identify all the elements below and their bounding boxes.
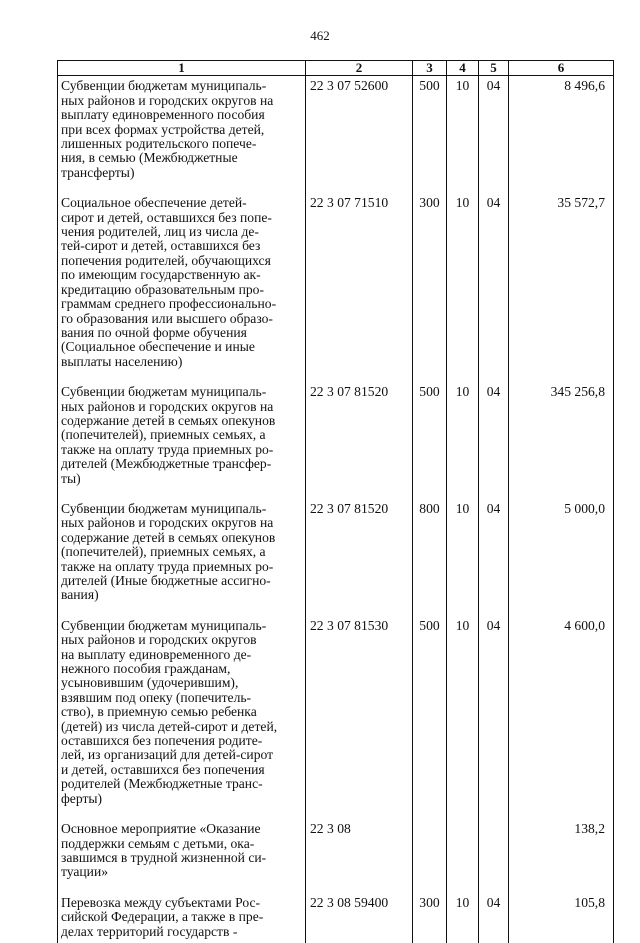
item-name-line: при всех формах устройства детей, [61,121,265,137]
header-col-5: 5 [479,61,509,76]
section: 10 [447,500,479,617]
item-name-line: Субвенции бюджетам муниципаль- [61,500,267,516]
item-name-line: выплаты населению) [61,353,183,369]
item-name-line: также на оплату труда приемных ро- [61,441,274,457]
subsection: 04 [479,894,509,943]
amount: 138,2 [509,820,614,894]
item-name [58,383,306,500]
item-name-line: тей-сирот и детей, оставшихся без [61,238,261,254]
page-number: 462 [310,28,330,43]
item-name-line: делах территорий государств - [61,923,238,939]
amount: 35 572,7 [509,194,614,383]
budget-code: 22 3 08 [306,820,413,894]
budget-code: 22 3 07 52600 [306,76,413,194]
expense-type: 500 [413,383,447,500]
item-name-line: попечения родителей, обучающихся [61,252,271,268]
item-name-line: ферты) [61,790,103,806]
amount: 8 496,6 [509,76,614,194]
budget-code: 22 3 07 71510 [306,194,413,383]
item-name-line: содержание детей в семьях опекунов [61,412,276,428]
item-name-line: Перевозка между субъектами Рос- [61,894,261,910]
subsection: 04 [479,76,509,194]
item-name-line: ство), в приемную семью ребенка [61,704,257,720]
section [447,820,479,894]
budget-table [57,60,614,943]
item-name [58,820,306,894]
header-row [58,61,614,76]
item-name-line: (попечителей), приемных семьях, а [61,544,266,560]
header-col-2: 2 [306,61,413,76]
table-row [58,76,614,194]
item-name [58,894,306,943]
item-name-line: на выплату единовременного де- [61,646,252,662]
item-name-line: Субвенции бюджетам муниципаль- [61,384,267,400]
item-name-line: взявшим под опеку (попечитель- [61,689,252,705]
item-name-line: ных районов и городских округов [61,632,257,648]
section: 10 [447,617,479,820]
item-name-line: (попечителей), приемных семьях, а [61,427,266,443]
budget-code: 22 3 08 59400 [306,894,413,943]
item-name-line: ния, в семью (Межбюджетные [61,150,238,166]
item-name-line: вания по очной форме обучения [61,324,247,340]
table-row [58,383,614,500]
item-name-line: содержание детей в семьях опекунов [61,529,276,545]
item-name [58,76,306,194]
table-row [58,617,614,820]
expense-type: 500 [413,76,447,194]
item-name-line: чения родителей, лиц из числа де- [61,224,259,240]
expense-type [413,820,447,894]
item-name [58,617,306,820]
item-name-line: нежного пособия гражданам, [61,661,231,677]
item-name-line: трансферты) [61,164,135,180]
section: 10 [447,383,479,500]
item-name-line: оставшихся без попечения родите- [61,733,263,749]
expense-type: 500 [413,617,447,820]
item-name-line: ных районов и городских округов на [61,92,274,108]
amount: 345 256,8 [509,383,614,500]
item-name-line: ных районов и городских округов на [61,515,274,531]
item-name-line: завшимся в трудной жизненной си- [61,849,267,865]
item-name-line: Основное мероприятие «Оказание [61,821,261,837]
item-name-line: (Социальное обеспечение и иные [61,339,255,355]
item-name-line: ных районов и городских округов на [61,398,274,414]
budget-code: 22 3 07 81520 [306,383,413,500]
item-name-line: ты) [61,470,81,486]
subsection: 04 [479,500,509,617]
header-col-1: 1 [58,61,306,76]
item-name-line: (детей) из числа детей-сирот и детей, [61,718,278,734]
item-name-line: туации» [61,864,109,880]
subsection: 04 [479,194,509,383]
item-name-line: по имеющим государственную ак- [61,267,261,283]
table-row [58,894,614,943]
budget-code: 22 3 07 81530 [306,617,413,820]
item-name-line: граммам среднего профессионально- [61,296,277,312]
item-name-line: дителей (Межбюджетные трансфер- [61,456,272,472]
table-row [58,500,614,617]
item-name-line: родителей (Межбюджетные транс- [61,776,263,792]
item-name-line: дителей (Иные бюджетные ассигно- [61,573,271,588]
amount: 4 600,0 [509,617,614,820]
item-name-line: и детей, оставшихся без попечения [61,761,265,777]
subsection [479,820,509,894]
item-name-line: Социальное обеспечение детей- [61,195,247,211]
item-name-line: поддержки семьям с детьми, ока- [61,835,255,851]
item-name-line: Субвенции бюджетам муниципаль- [61,78,267,94]
table-row [58,194,614,383]
header-col-4: 4 [447,61,479,76]
header-col-6: 6 [509,61,614,76]
section: 10 [447,76,479,194]
item-name-line: го образования или высшего образо- [61,310,273,326]
section: 10 [447,194,479,383]
amount: 5 000,0 [509,500,614,617]
expense-type: 300 [413,894,447,943]
amount: 105,8 [509,894,614,943]
subsection: 04 [479,383,509,500]
item-name-line: Субвенции бюджетам муниципаль- [61,617,267,633]
expense-type: 800 [413,500,447,617]
table-row [58,820,614,894]
item-name-line: усыновившим (удочерившим), [61,675,239,691]
item-name-line: кредитацию образовательным про- [61,281,265,297]
item-name-line: сийской Федерации, а также в пре- [61,909,264,925]
header-col-3: 3 [413,61,447,76]
expense-type: 300 [413,194,447,383]
subsection: 04 [479,617,509,820]
budget-code: 22 3 07 81520 [306,500,413,617]
item-name-line: выплату единовременного пособия [61,107,265,123]
section: 10 [447,894,479,943]
item-name [58,194,306,383]
item-name-line: также на оплату труда приемных ро- [61,558,274,574]
item-name-line: вания) [61,587,99,603]
item-name-line: лей, из организаций для детей-сирот [61,747,274,763]
item-name-line: лишенных родительского попече- [61,136,257,152]
item-name [58,500,306,617]
item-name-line: сирот и детей, оставшихся без попе- [61,209,272,225]
